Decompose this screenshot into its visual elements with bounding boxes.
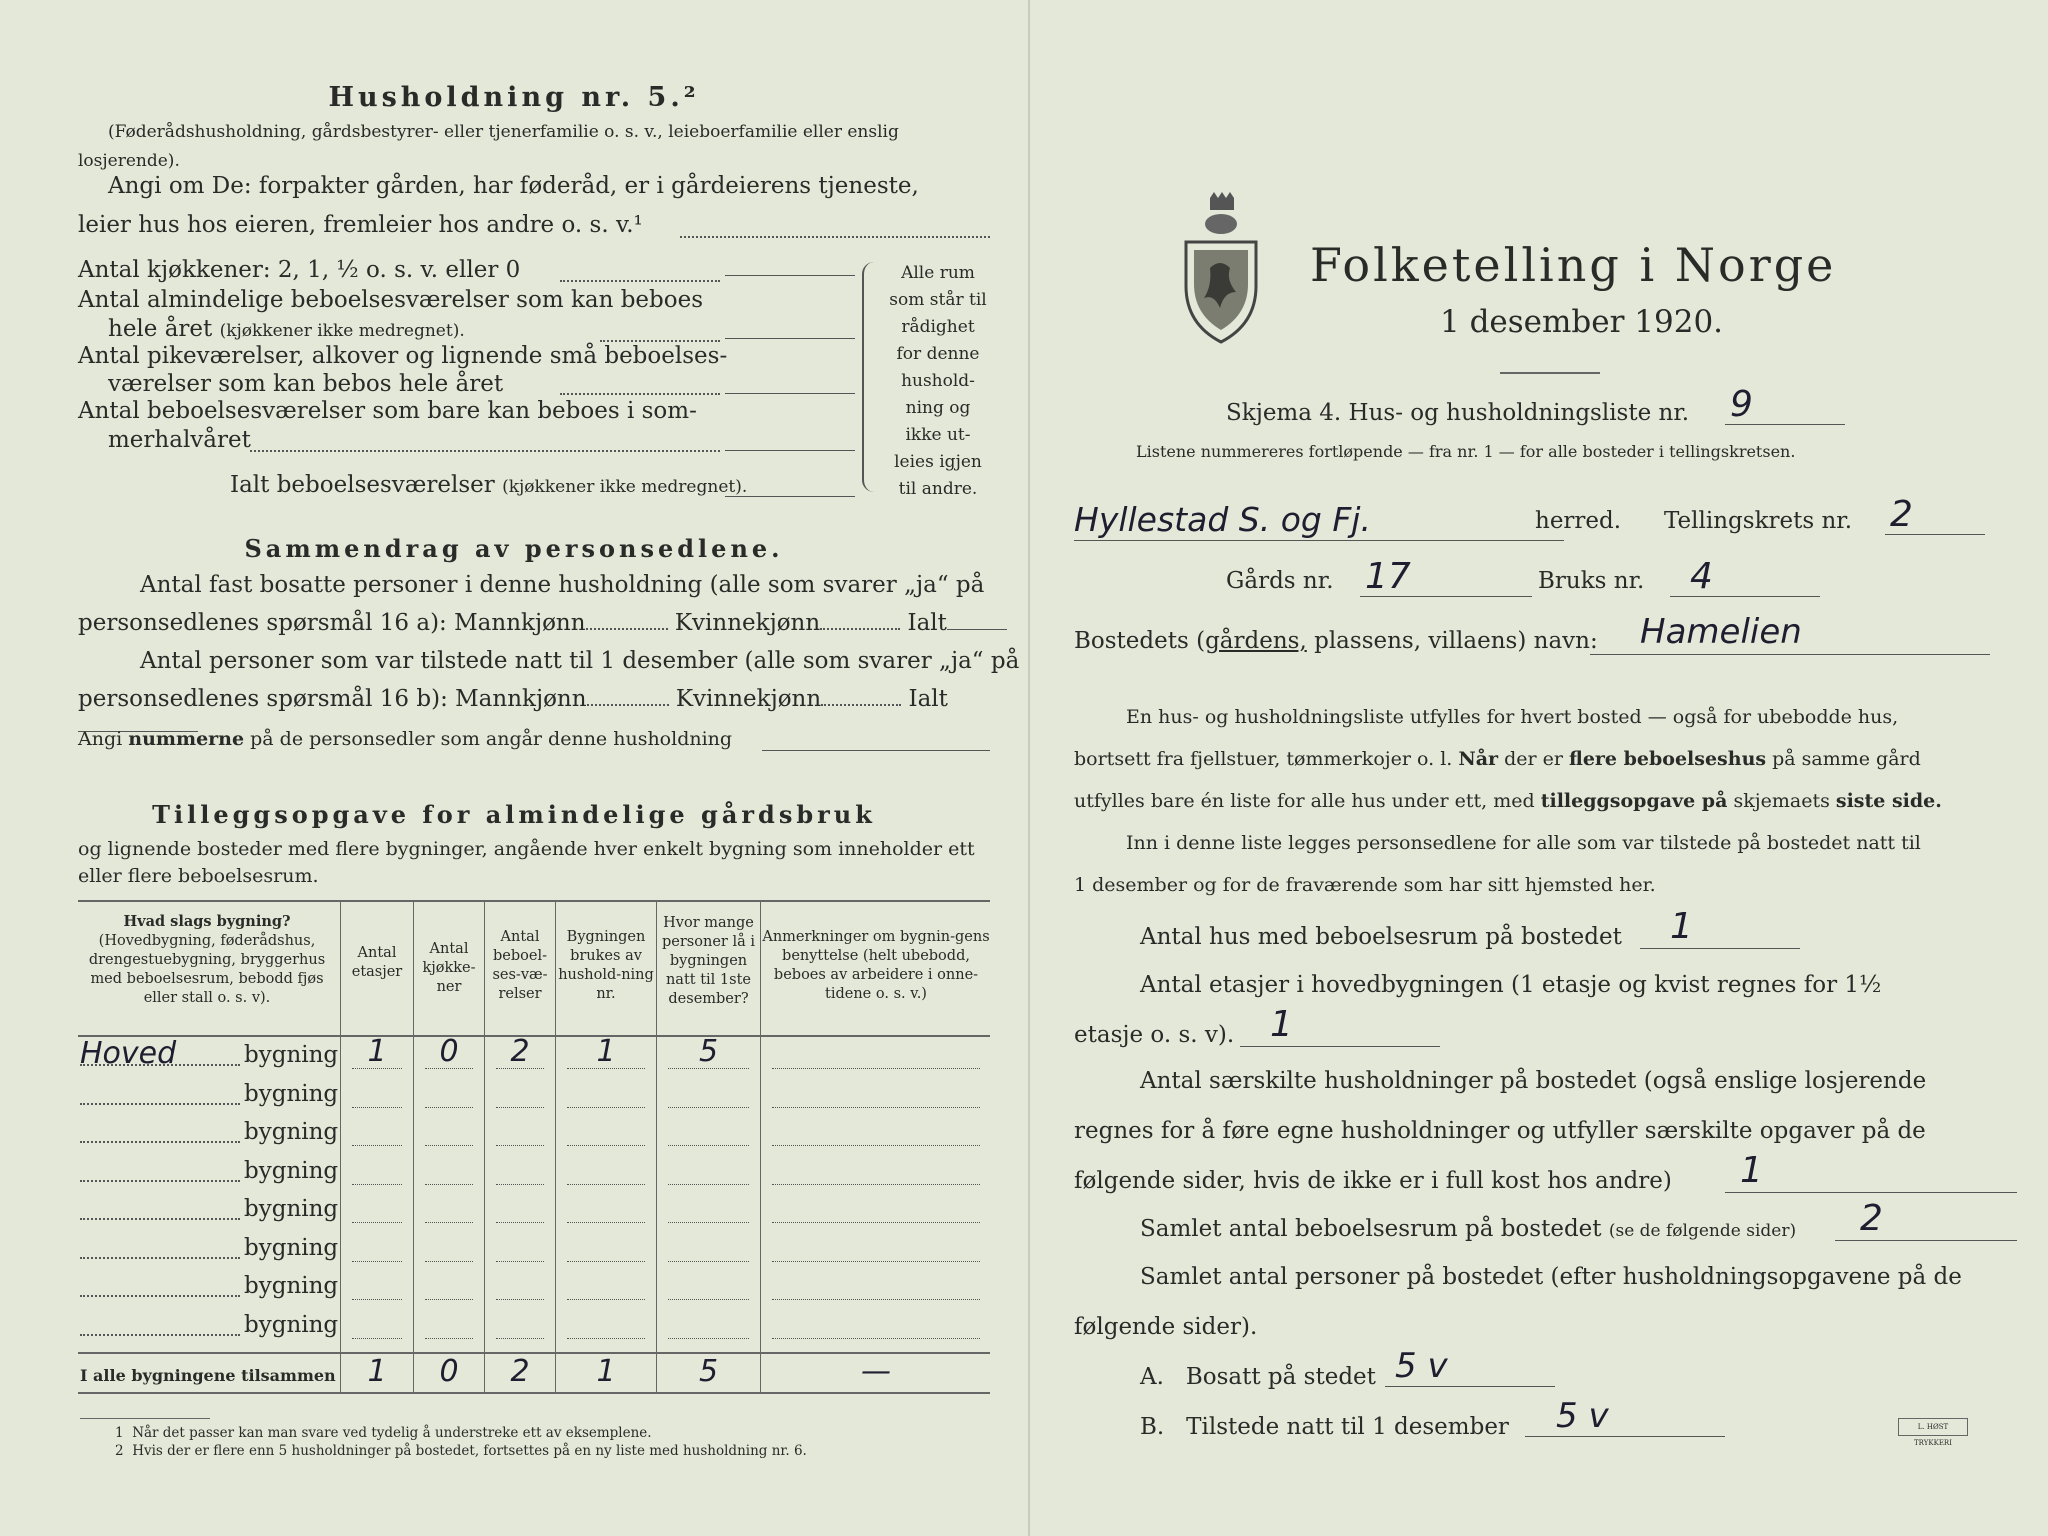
table-col-rule (760, 902, 761, 1392)
building-cell-dots (425, 1184, 473, 1185)
coat-of-arms-icon (1180, 190, 1262, 346)
building-cell-dots (496, 1145, 544, 1146)
building-cell-dots (772, 1145, 980, 1146)
q-sarskilt-value: 1 (1740, 1150, 1763, 1191)
b-line (1525, 1436, 1725, 1437)
ialt-short-label: Ialt (907, 610, 947, 636)
building-name-dots (80, 1257, 240, 1259)
brace-line: til andre. (898, 479, 978, 499)
q-etasjer-value: 1 (1270, 1004, 1293, 1045)
building-cell-dots (496, 1222, 544, 1223)
footnote-number: 1 (115, 1425, 124, 1441)
a-line (1385, 1386, 1555, 1387)
tillegg-sub: og lignende bosteder med flere bygninger, angående hver enkelt bygning som inneholder ett eller flere beboelsesrum. (78, 838, 975, 887)
right-page (1030, 0, 2048, 1536)
table-col-rule (340, 902, 341, 1392)
brace-line: rådighet (901, 317, 975, 337)
footnote-rule (80, 1418, 210, 1419)
table-col-rule (656, 902, 657, 1392)
rooms-answer-line-3 (725, 393, 855, 394)
building-row-label: bygning (244, 1196, 339, 1222)
building-cell-dots (567, 1145, 645, 1146)
rooms1-dots (600, 340, 720, 342)
building-cell-dots (772, 1107, 980, 1108)
table-bottom-rule (78, 1392, 990, 1394)
q-rum-line (1835, 1240, 2017, 1241)
total-cell: 5 (698, 1354, 719, 1389)
rooms2-label: Antal pikeværelser, alkover og lignende små beboelses- (78, 343, 728, 369)
instruction-text: bortsett fra fjellstuer, tømmerkojer o. l. (1074, 748, 1453, 770)
q-rum-value: 2 (1860, 1198, 1883, 1239)
building-name-dots (80, 1141, 240, 1143)
building-cell-dots (668, 1068, 749, 1069)
tillegg-title: Tilleggsopgave for almindelige gårdsbruk (152, 800, 876, 829)
building-cell-dots (352, 1107, 402, 1108)
building-cell-dots (425, 1261, 473, 1262)
table-head-building-desc: (Hovedbygning, føderådshus, drengestuebygning, bryggerhus med beboelsesrum, bebodd fjøs eller stall o. s. v). (88, 933, 326, 1006)
building-cell-dots (567, 1068, 645, 1069)
bruks-label: Bruks nr. (1538, 568, 1645, 594)
ialt-note: (kjøkkener ikke medregnet). (502, 477, 748, 497)
instruction-bold: Når (1458, 748, 1499, 770)
brace-line: leies igjen (894, 452, 982, 472)
q-etasjer-line (1240, 1046, 1440, 1047)
q-pers-line-1: Samlet antal personer på bostedet (efter husholdningsopgavene på de (1140, 1264, 1962, 1290)
bosted-post: plassens, villaens) navn: (1314, 628, 1598, 654)
building-cell-dots (352, 1068, 402, 1069)
building-row-label: bygning (244, 1311, 339, 1338)
building-cell-dots (425, 1068, 473, 1069)
q-rum-note: (se de følgende sider) (1608, 1221, 1797, 1241)
a-label: A. (1140, 1364, 1164, 1390)
building-cell-dots (496, 1261, 544, 1262)
building-name-dots (80, 1180, 240, 1182)
instruction-bold: tilleggsopgave på (1540, 790, 1728, 812)
rooms3b-label: merhalvåret (108, 427, 251, 453)
rooms-answer-line-2 (725, 338, 855, 339)
rooms1b-label: hele året (108, 316, 213, 342)
skjema-label: Skjema 4. Hus- og husholdningsliste nr. (1226, 400, 1690, 426)
sammendrag-line-2b: personsedlenes spørsmål 16 b): Mannkjønn (78, 686, 587, 712)
building-cell-dots (772, 1338, 980, 1339)
building-cell-dots (668, 1222, 749, 1223)
brace-line: for denne (896, 344, 980, 364)
ialt-answer-line (725, 496, 855, 497)
tellingskrets-value: 2 (1890, 494, 1913, 535)
building-cell-dots (496, 1184, 544, 1185)
table-head-vaerelser: Antal beboel-ses-væ-relser (492, 929, 548, 1002)
table-head-personer: Hvor mange personer lå i bygningen natt til 1ste desember? (662, 915, 755, 1007)
household-title: Husholdning nr. 5.² (328, 82, 700, 113)
q-hus-label: Antal hus med beboelsesrum på bostedet (1140, 924, 1622, 950)
q-rum-label: Samlet antal beboelsesrum på bostedet (1140, 1216, 1602, 1242)
instruction-line: 1 desember og for de fraværende som har sitt hjemsted her. (1074, 874, 1656, 896)
gards-line (1360, 596, 1532, 597)
census-title: Folketelling i Norge (1310, 238, 1837, 292)
b-label: B. (1140, 1414, 1165, 1440)
instructions (1074, 696, 2019, 906)
building-cell-dots (772, 1261, 980, 1262)
building-cell-dots (668, 1261, 749, 1262)
building-cell-dots (425, 1107, 473, 1108)
building-cell: 1 (596, 1034, 616, 1069)
instruction-line: En hus- og husholdningsliste utfylles for hvert bosted — også for ubebodde hus, (1126, 706, 1899, 728)
a-value: 5 v (1395, 1346, 1448, 1386)
census-date: 1 desember 1920. (1440, 304, 1724, 340)
building-name-dots (80, 1295, 240, 1297)
building-cell-dots (668, 1184, 749, 1185)
angi-answer-line (680, 236, 990, 238)
bruks-value: 4 (1690, 556, 1713, 597)
building-name-dots (80, 1334, 240, 1336)
kjokkener-dots (560, 280, 720, 282)
q-sarskilt-line (1725, 1192, 2017, 1193)
herred-label: herred. (1535, 508, 1622, 534)
building-row-label: bygning (244, 1273, 339, 1299)
instruction-text: utfylles bare én liste for alle hus under ett, med (1074, 790, 1535, 812)
building-cell-dots (496, 1068, 544, 1069)
table-top-rule (78, 900, 990, 902)
building-cell-dots (772, 1222, 980, 1223)
q-sarskilt-line-1: Antal særskilte husholdninger på bostedet (også enslige losjerende (1140, 1068, 1927, 1094)
table-head-husholdning: Bygningen brukes av hushold-ning nr. (558, 929, 654, 1002)
table-col-rule (413, 902, 414, 1392)
brace-line: ikke ut- (905, 425, 971, 445)
brace-line: som står til (889, 290, 987, 310)
rooms3-dots (250, 450, 720, 452)
building-cell-dots (668, 1107, 749, 1108)
building-cell-dots (496, 1338, 544, 1339)
building-cell: 1 (367, 1034, 387, 1069)
instruction-line: Inn i denne liste legges personsedlene for alle som var tilstede på bostedet natt til (1126, 832, 1921, 854)
brace-line: Alle rum (901, 263, 975, 283)
rooms2b-label: værelser som kan bebos hele året (108, 371, 504, 397)
building-cell-dots (567, 1107, 645, 1108)
building-cell-dots (567, 1338, 645, 1339)
footnote-number: 2 (115, 1443, 124, 1459)
kjokkener-label: Antal kjøkkener: 2, 1, ½ o. s. v. eller 0 (78, 257, 521, 283)
angi-line-2: leier hus hos eieren, fremleier hos andre o. s. v.¹ (78, 212, 643, 238)
herred-value: Hyllestad S. og Fj. (1074, 500, 1371, 539)
total-cell: 1 (367, 1354, 387, 1389)
rooms2-dots (560, 393, 720, 395)
building-cell-dots (567, 1184, 645, 1185)
herred-line (1074, 540, 1564, 541)
building-row-label: bygning (244, 1234, 339, 1261)
printer-stamp: L. HØST TRYKKERI (1898, 1418, 1968, 1436)
sammendrag-line-1a: Antal fast bosatte personer i denne husholdning (alle som svarer „ja“ på (140, 572, 985, 598)
building-cell-dots (425, 1338, 473, 1339)
q-etasjer-line-2: etasje o. s. v). (1074, 1022, 1235, 1048)
brace-line: hushold- (901, 371, 975, 391)
building-cell-dots (772, 1184, 980, 1185)
instruction-bold: siste side. (1835, 790, 1942, 812)
rooms1-label: Antal almindelige beboelsesværelser som kan beboes (78, 287, 704, 313)
angi-nummer-line (762, 750, 990, 751)
building-cell-dots (567, 1261, 645, 1262)
building-cell-dots (352, 1261, 402, 1262)
total-cell: — (861, 1354, 891, 1389)
kvinnekjonn-label: Kvinnekjønn (675, 686, 822, 712)
instruction-text: på samme gård (1772, 748, 1921, 770)
building-row-label: bygning (244, 1080, 339, 1107)
b-text: Tilstede natt til 1 desember (1186, 1414, 1509, 1440)
footnotes (115, 1424, 807, 1460)
building-cell-dots (567, 1299, 645, 1300)
rooms1c-label: (kjøkkener ikke medregnet). (219, 321, 465, 341)
building-name-dots (80, 1103, 240, 1105)
listene-note: Listene nummereres fortløpende — fra nr. 1 — for alle bosteder i tellingskretsen. (1136, 442, 1796, 461)
bosted-line (1590, 654, 1990, 655)
brace-note (878, 260, 998, 503)
building-row-label: bygning (244, 1119, 339, 1145)
total-cell: 1 (596, 1354, 616, 1389)
building-cell-dots (496, 1107, 544, 1108)
angi-nummer-pre: Angi (78, 728, 123, 750)
bosted-value: Hamelien (1640, 612, 1802, 652)
kvinnekjonn-label: Kvinnekjønn (674, 610, 821, 636)
building-cell-dots (425, 1299, 473, 1300)
sammendrag-line-1b: personsedlenes spørsmål 16 a): Mannkjønn (78, 610, 586, 636)
bruks-line (1670, 596, 1820, 597)
q-hus-value: 1 (1670, 906, 1693, 947)
skjema-value: 9 (1730, 384, 1753, 425)
rooms-answer-line-1 (725, 275, 855, 276)
b-value: 5 v (1556, 1396, 1609, 1436)
instruction-text: der er (1504, 748, 1563, 770)
building-cell-dots (352, 1184, 402, 1185)
building-cell-dots (496, 1299, 544, 1300)
rooms3-label: Antal beboelsesværelser som bare kan beboes i som- (78, 398, 697, 424)
total-cell: 0 (439, 1354, 459, 1389)
building-cell: 2 (510, 1034, 530, 1069)
angi-line-1: Angi om De: forpakter gården, har føderåd, er i gårdeierens tjeneste, (108, 173, 919, 199)
building-row-label: bygning (244, 1157, 339, 1184)
instruction-text: skjemaets (1733, 790, 1830, 812)
rooms-answer-line-4 (725, 450, 855, 451)
building-name-dots (80, 1218, 240, 1220)
building-cell: 0 (439, 1034, 459, 1069)
building-cell-dots (668, 1338, 749, 1339)
ialt-short-label: Ialt (908, 686, 948, 712)
building-cell-dots (352, 1145, 402, 1146)
q-sarskilt-line-2: regnes for å føre egne husholdninger og utfyller særskilte opgaver på de (1074, 1118, 1926, 1144)
table-total-label: I alle bygningene tilsammen (80, 1366, 336, 1385)
table-head-etasjer: Antal etasjer (351, 945, 403, 980)
tellingskrets-label: Tellingskrets nr. (1664, 508, 1853, 534)
skjema-line (1725, 424, 1845, 425)
building-cell-dots (668, 1145, 749, 1146)
tellingskrets-line (1885, 534, 1985, 535)
brace-line: ning og (905, 398, 971, 418)
building-cell-dots (425, 1145, 473, 1146)
sammendrag-line-2a: Antal personer som var tilstede natt til 1 desember (alle som svarer „ja“ på (140, 648, 1020, 674)
instruction-bold: flere beboelseshus (1569, 748, 1767, 770)
building-cell-dots (352, 1222, 402, 1223)
gards-label: Gårds nr. (1226, 568, 1334, 594)
title-rule (1500, 372, 1600, 374)
bosted-underlined: gårdens, (1205, 628, 1307, 654)
building-name-dots (80, 1064, 240, 1066)
building-cell-dots (352, 1299, 402, 1300)
table-col-rule (555, 902, 556, 1392)
q-pers-line-2: følgende sider). (1074, 1314, 1258, 1340)
q-etasjer-line-1: Antal etasjer i hovedbygningen (1 etasje og kvist regnes for 1½ (1140, 972, 1882, 998)
table-head-building (78, 912, 336, 1008)
footnote-2: Hvis der er flere enn 5 husholdninger på bostedet, fortsettes på en ny liste med husholdning nr. 6. (132, 1443, 807, 1459)
building-row-label: bygning (244, 1042, 339, 1068)
building-cell-dots (772, 1299, 980, 1300)
q-hus-line (1640, 948, 1800, 949)
building-cell-dots (772, 1068, 980, 1069)
building-cell: 5 (698, 1034, 719, 1069)
table-head-building-bold: Hvad slags bygning? (123, 913, 291, 930)
ialt-label: Ialt beboelsesværelser (230, 472, 495, 498)
building-cell-dots (425, 1222, 473, 1223)
building-name: Hoved (80, 1036, 177, 1071)
q-sarskilt-line-3: følgende sider, hvis de ikke er i full kost hos andre) (1074, 1168, 1672, 1194)
brace (862, 262, 876, 492)
table-head-kjokkener: Antal kjøkke-ner (422, 941, 476, 995)
table-head-anmerkninger: Anmerkninger om bygnin-gens benyttelse (helt ubebodd, beboes av arbeidere i onne-tidene o. s. v.) (762, 929, 990, 1002)
building-cell-dots (668, 1299, 749, 1300)
angi-nummer-bold: nummerne (128, 728, 245, 750)
building-cell-dots (567, 1222, 645, 1223)
footnote-1: Når det passer kan man svare ved tydelig å understreke ett av eksemplene. (132, 1425, 652, 1441)
angi-nummer-post: på de personsedler som angår denne husholdning (250, 728, 733, 750)
table-col-rule (484, 902, 485, 1392)
total-cell: 2 (510, 1354, 530, 1389)
sammendrag-title: Sammendrag av personsedlene. (244, 534, 784, 563)
household-intro: (Føderådshusholdning, gårdsbestyrer- eller tjenerfamilie o. s. v., leieboerfamilie eller enslig losjerende). (78, 122, 899, 171)
bosted-pre: Bostedets ( (1074, 628, 1206, 654)
a-text: Bosatt på stedet (1185, 1364, 1376, 1390)
gards-value: 17 (1365, 556, 1411, 597)
building-cell-dots (352, 1338, 402, 1339)
